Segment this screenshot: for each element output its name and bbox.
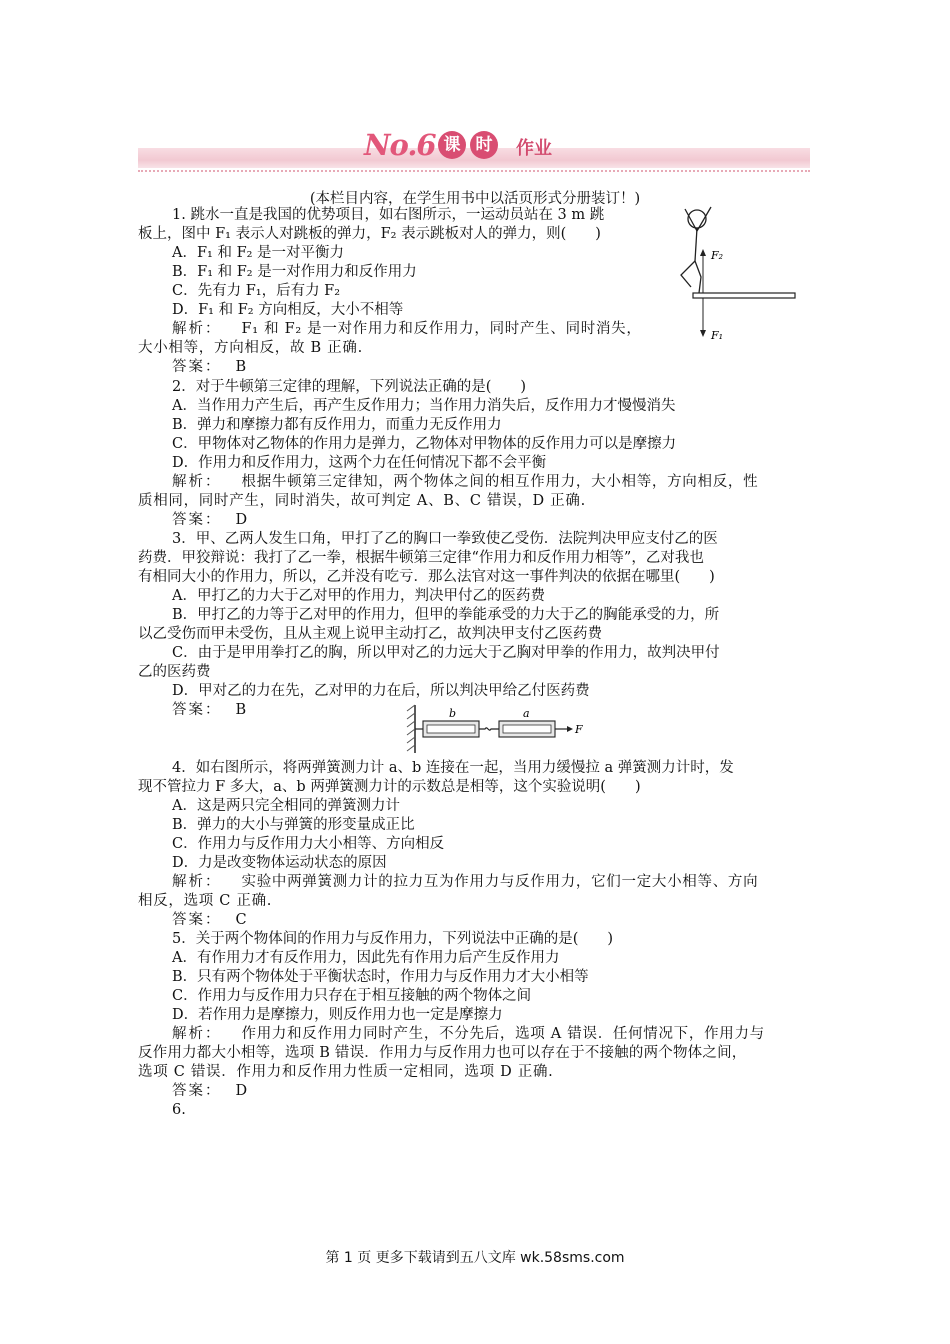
solution-label: 解析： — [172, 874, 222, 890]
solution-label: 解析： — [172, 1026, 222, 1042]
q4-solution-cont: 相反，选项 C 正确. — [138, 893, 273, 909]
header-dotted-rule — [138, 170, 810, 172]
q4-option-a: A．这是两只完全相同的弹簧测力计 — [172, 798, 400, 814]
connector — [479, 728, 499, 730]
q4-solution — [172, 873, 758, 892]
answer-label: 答案： — [172, 702, 222, 718]
q5-solution-cont-1: 反作用力都大小相等，选项 B 错误．作用力与反作用力也可以存在于不接触的两个物体之间， — [138, 1045, 747, 1061]
pull-arrowhead — [567, 726, 573, 732]
q5-solution — [172, 1025, 765, 1044]
f1-label: F₁ — [711, 329, 724, 342]
q3-option-d: D．甲对乙的力在先，乙对甲的力在后，所以判决甲给乙付医药费 — [172, 683, 590, 699]
q5-option-b: B．只有两个物体处于平衡状态时，作用力与反作用力才大小相等 — [172, 969, 589, 985]
q2-option-c: C．甲物体对乙物体的作用力是弹力，乙物体对甲物体的反作用力可以是摩擦力 — [172, 436, 677, 452]
q1-solution — [172, 320, 642, 339]
q2-solution-cont: 质相同，同时产生，同时消失，故可判定 A、B、C 错误，D 正确. — [138, 493, 586, 509]
q5-option-c: C．作用力与反作用力只存在于相互接触的两个物体之间 — [172, 988, 532, 1004]
q1-answer — [172, 358, 246, 377]
q1-answer-value: B — [235, 359, 247, 375]
q5-solution-cont-2: 选项 C 错误．作用力和反作用力性质一定相同，选项 D 正确. — [138, 1064, 554, 1080]
q3-option-c: C．由于是甲用拳打乙的胸，所以甲对乙的力远大于乙胸对甲拳的作用力，故判决甲付 — [172, 645, 720, 661]
header-banner — [138, 118, 810, 178]
q1-option-a: A．F₁ 和 F₂ 是一对平衡力 — [172, 245, 345, 261]
q1-option-c: C．先有力 F₁，后有力 F₂ — [172, 283, 341, 299]
q1-option-d: D．F₁ 和 F₂ 方向相反，大小不相等 — [172, 302, 404, 318]
header-char-shi: 时 — [470, 131, 498, 159]
page-footer: 第 1 页 更多下载请到五八文库 wk.58sms.com — [325, 1250, 625, 1266]
q4-option-b: B．弹力的大小与弹簧的形变量成正比 — [172, 817, 415, 833]
lesson-number: No.6 — [364, 128, 436, 162]
q1-solution-cont: 大小相等，方向相反，故 B 正确. — [138, 340, 363, 356]
q4-answer — [172, 911, 247, 930]
header-char-ke: 课 — [438, 131, 466, 159]
f2-label: F₂ — [711, 249, 724, 262]
q1-line-1: 1. 跳水一直是我国的优势项目，如右图所示，一运动员站在 3 m 跳 — [172, 207, 605, 223]
q6-line-1: 6. — [172, 1102, 186, 1118]
q3-line-2: 药费．甲狡辩说：我打了乙一拳，根据牛顿第三定律“作用力和反作用力相等”，乙对我也 — [138, 550, 704, 566]
q2-solution — [172, 473, 758, 492]
q5-answer-value: D — [235, 1083, 248, 1099]
wall-hatching — [407, 705, 415, 751]
q2-line-1: 2．对于牛顿第三定律的理解，下列说法正确的是( ) — [172, 379, 527, 395]
answer-label: 答案： — [172, 512, 222, 528]
binding-note: (本栏目内容，在学生用书中以活页形式分册装订！) — [309, 191, 641, 207]
q4-line-2: 现不管拉力 F 多大，a、b 两弹簧测力计的示数总是相等，这个实验说明( ) — [138, 779, 641, 795]
q4-answer-value: C — [235, 912, 247, 928]
solution-label: 解析： — [172, 474, 222, 490]
q3-answer-value: B — [235, 702, 247, 718]
label-b: b — [449, 707, 457, 720]
q4-solution-text: 实验中两弹簧测力计的拉力互为作用力与反作用力，它们一定大小相等、方向 — [241, 874, 759, 890]
q1-line-2: 板上，图中 F₁ 表示人对跳板的弹力，F₂ 表示跳板对人的弹力，则( ) — [138, 226, 601, 242]
q3-line-1: 3．甲、乙两人发生口角，甲打了乙的胸口一拳致使乙受伤．法院判决甲应支付乙的医 — [172, 531, 718, 547]
answer-label: 答案： — [172, 1083, 222, 1099]
q5-option-a: A．有作用力才有反作用力，因此先有作用力后产生反作用力 — [172, 950, 560, 966]
label-f: F — [575, 723, 583, 736]
q5-solution-text: 作用力和反作用力同时产生，不分先后，选项 A 错误．任何情况下，作用力与 — [241, 1026, 765, 1042]
q5-option-d: D．若作用力是摩擦力，则反作用力也一定是摩擦力 — [172, 1007, 503, 1023]
diver-figure — [655, 205, 805, 345]
q2-option-a: A．当作用力产生后，再产生反作用力；当作用力消失后，反作用力才慢慢消失 — [172, 398, 676, 414]
label-a: a — [523, 707, 530, 720]
q3-option-b-cont: 以乙受伤而甲未受伤，且从主观上说甲主动打乙，故判决甲支付乙医药费 — [138, 626, 602, 642]
f2-arrowhead — [700, 249, 706, 256]
balance-a-scale — [503, 725, 551, 733]
q3-option-a: A．甲打乙的力大于乙对甲的作用力，判决甲付乙的医药费 — [172, 588, 545, 604]
q3-option-c-cont: 乙的医药费 — [138, 664, 211, 680]
q5-line-1: 5．关于两个物体间的作用力与反作用力，下列说法中正确的是( ) — [172, 931, 614, 947]
q3-line-3: 有相同大小的作用力，所以，乙并没有吃亏．那么法官对这一事件判决的依据在哪里( ) — [138, 569, 715, 585]
q1-option-b: B．F₁ 和 F₂ 是一对作用力和反作用力 — [172, 264, 417, 280]
q2-solution-text: 根据牛顿第三定律知，两个物体之间的相互作用力，大小相等，方向相反，性 — [241, 474, 759, 490]
q4-line-1: 4．如右图所示，将两弹簧测力计 a、b 连接在一起，当用力缓慢拉 a 弹簧测力计时，发 — [172, 760, 734, 776]
q2-option-d: D．作用力和反作用力，这两个力在任何情况下都不会平衡 — [172, 455, 547, 471]
spring-balance-figure — [405, 703, 585, 755]
q3-option-b: B．甲打乙的力等于乙对甲的作用力，但甲的拳能承受的力大于乙的胸能承受的力，所 — [172, 607, 720, 623]
diver-legs — [681, 261, 701, 293]
q5-answer — [172, 1082, 247, 1101]
diver-body — [695, 228, 697, 261]
f1-arrowhead — [700, 330, 706, 337]
answer-label: 答案： — [172, 912, 222, 928]
solution-label: 解析： — [172, 321, 222, 337]
q2-answer — [172, 511, 247, 530]
header-suffix: 作业 — [516, 138, 552, 159]
q2-answer-value: D — [235, 512, 248, 528]
springboard — [693, 293, 795, 298]
q1-solution-text: F₁ 和 F₂ 是一对作用力和反作用力，同时产生、同时消失， — [241, 321, 642, 337]
q2-option-b: B．弹力和摩擦力都有反作用力，而重力无反作用力 — [172, 417, 502, 433]
balance-b-scale — [427, 725, 475, 733]
q3-answer — [172, 701, 246, 720]
q4-option-d: D．力是改变物体运动状态的原因 — [172, 855, 387, 871]
answer-label: 答案： — [172, 359, 222, 375]
q4-option-c: C．作用力与反作用力大小相等、方向相反 — [172, 836, 445, 852]
